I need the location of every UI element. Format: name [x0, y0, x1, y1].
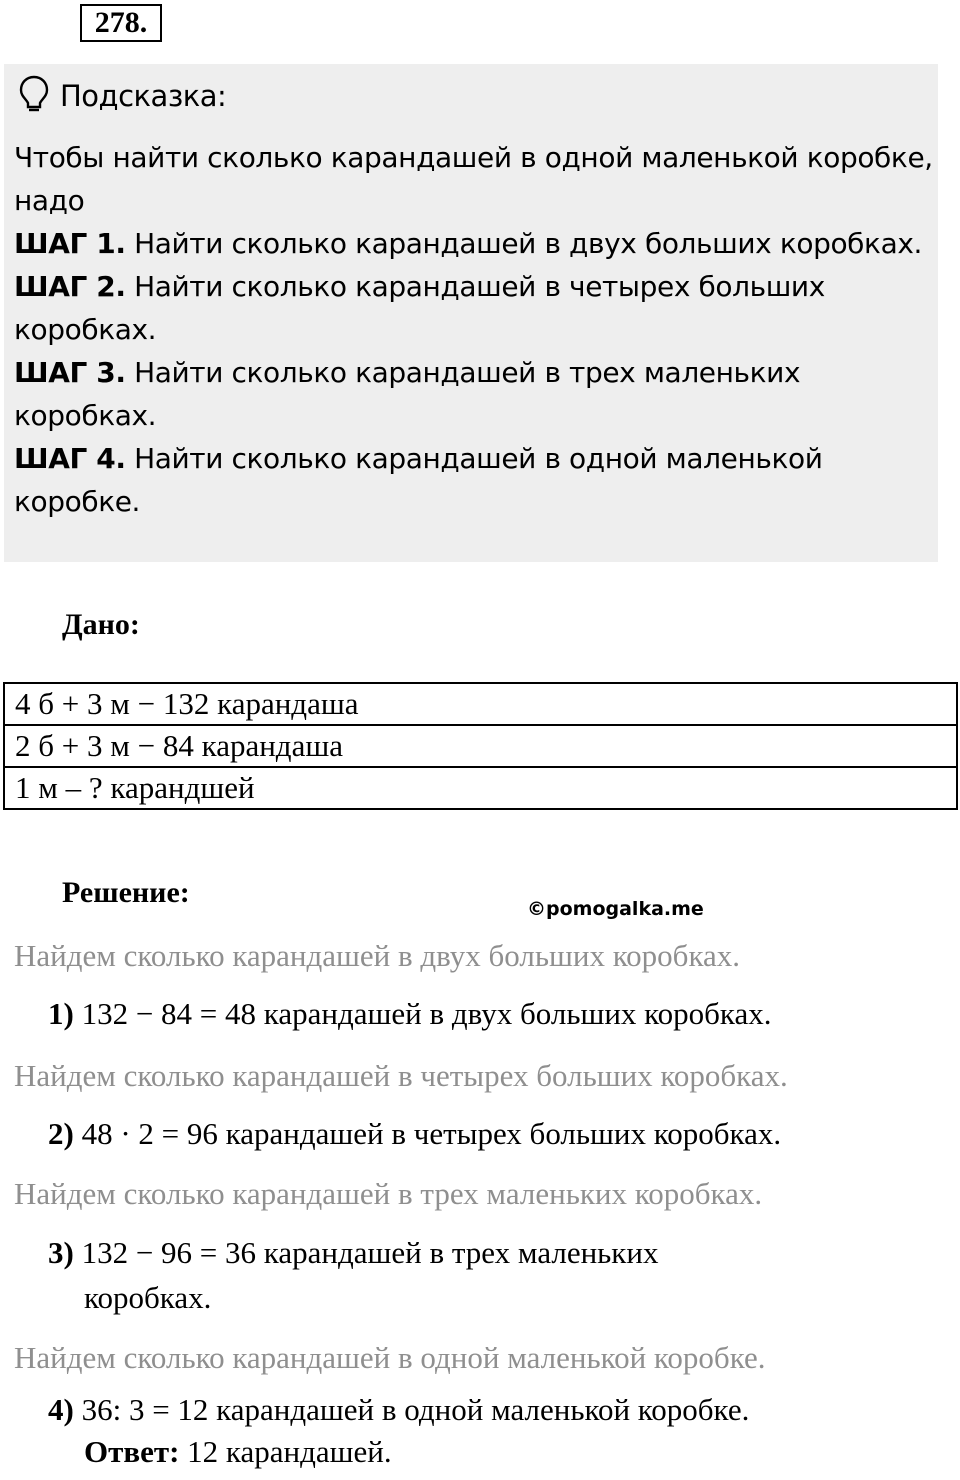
- step-text: 48 · 2 = 96 карандашей в четырех больших коробках.: [73, 1116, 782, 1151]
- solution-step: [48, 1235, 658, 1271]
- hint-step-text: Найти сколько карандашей в четырех больших коробках.: [14, 270, 825, 346]
- hint-step-text: Найти сколько карандашей в трех маленьких коробках.: [14, 356, 801, 432]
- given-cell: 4 б + 3 м − 132 карандаша: [4, 683, 957, 725]
- answer-text: 12 карандашей.: [179, 1434, 392, 1469]
- step-number: 1): [48, 996, 74, 1031]
- hint-header: [18, 74, 226, 118]
- hint-step-label: ШАГ 1.: [14, 227, 126, 260]
- hint-step: [14, 222, 934, 265]
- solution-step: [48, 1392, 749, 1428]
- hint-title: Подсказка:: [60, 79, 227, 113]
- answer: [84, 1434, 392, 1470]
- hint-step: [14, 265, 934, 351]
- lightbulb-icon: [18, 74, 50, 118]
- step-number: 3): [48, 1235, 74, 1270]
- hint-body: [14, 136, 934, 523]
- solution-step: [48, 1116, 781, 1152]
- task-number: 278.: [80, 4, 162, 42]
- explanation-text: Найдем сколько карандашей в одной маленькой коробке.: [14, 1340, 766, 1375]
- table-row: [4, 767, 957, 809]
- hint-intro: Чтобы найти сколько карандашей в одной маленькой коробке, надо: [14, 141, 933, 217]
- solution-step: [48, 996, 772, 1032]
- step-text: 132 − 96 = 36 карандашей в трех маленьких: [73, 1235, 659, 1270]
- given-table: [3, 682, 958, 810]
- table-row: [4, 683, 957, 725]
- explanation-text: Найдем сколько карандашей в четырех больших коробках.: [14, 1058, 788, 1093]
- given-title: Дано:: [62, 608, 140, 641]
- step-text: 36: 3 = 12 карандашей в одной маленькой коробке.: [73, 1392, 750, 1427]
- hint-step-label: ШАГ 3.: [14, 356, 126, 389]
- hint-step-label: ШАГ 2.: [14, 270, 126, 303]
- step-continuation: коробках.: [84, 1280, 212, 1315]
- answer-label: Ответ:: [84, 1434, 180, 1469]
- solution-title: Решение:: [62, 876, 190, 909]
- explanation-text: Найдем сколько карандашей в трех маленьких коробках.: [14, 1176, 763, 1211]
- hint-step-label: ШАГ 4.: [14, 442, 126, 475]
- step-number: 2): [48, 1116, 74, 1151]
- hint-step: [14, 437, 934, 523]
- step-text: 132 − 84 = 48 карандашей в двух больших коробках.: [73, 996, 772, 1031]
- watermark: ©pomogalka.me: [527, 898, 704, 920]
- given-cell: 1 м – ? карандшей: [4, 767, 957, 809]
- table-row: [4, 725, 957, 767]
- step-number: 4): [48, 1392, 74, 1427]
- hint-step: [14, 351, 934, 437]
- explanation-text: Найдем сколько карандашей в двух больших коробках.: [14, 938, 741, 973]
- hint-step-text: Найти сколько карандашей в двух больших коробках.: [125, 227, 922, 260]
- hint-step-text: Найти сколько карандашей в одной маленькой коробке.: [14, 442, 823, 518]
- given-cell: 2 б + 3 м − 84 карандаша: [4, 725, 957, 767]
- hint-panel: [4, 64, 938, 562]
